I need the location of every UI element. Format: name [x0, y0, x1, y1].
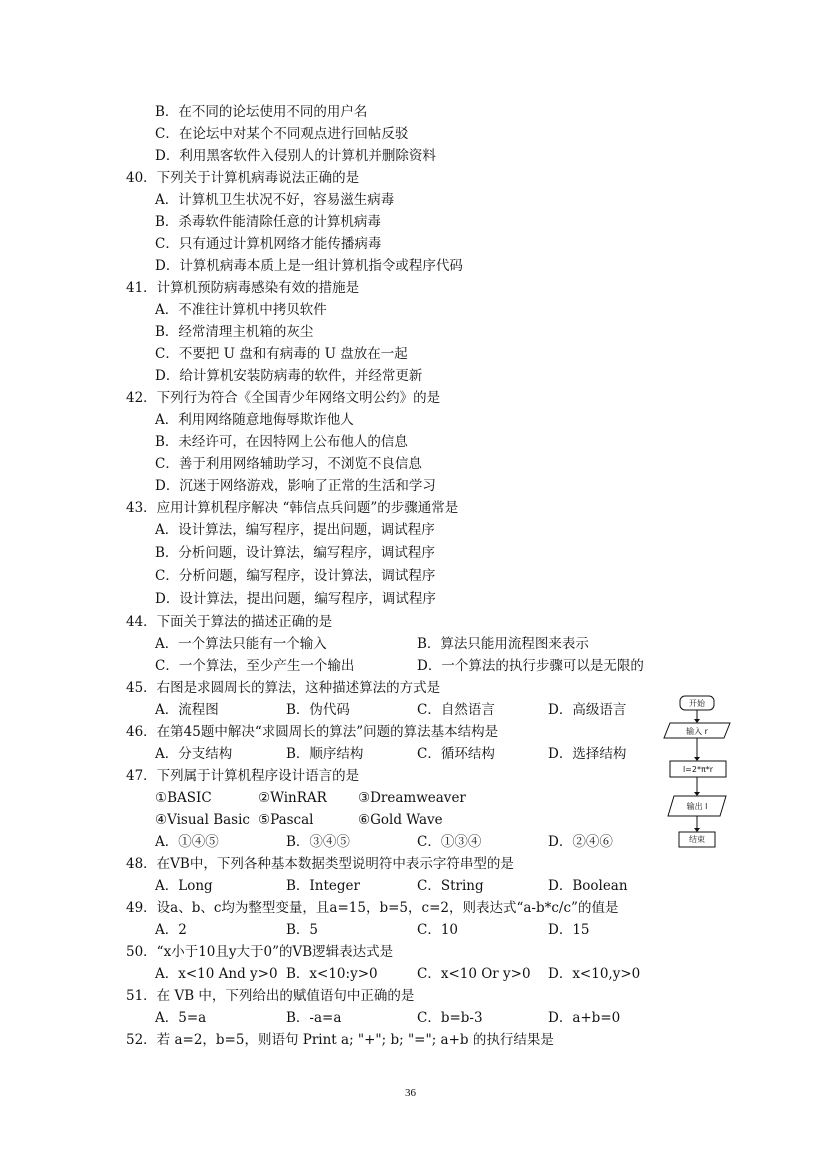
question-47-item-4: ④Visual Basic: [155, 812, 250, 828]
question-47-item-1: ①BASIC: [155, 790, 212, 806]
question-51-stem: 51．在 VB 中，下列给出的赋值语句中正确的是: [126, 988, 415, 1004]
question-48-stem: 48．在VB中，下列各种基本数据类型说明符中表示字符串型的是: [126, 856, 514, 872]
question-43-option-b: B．分析问题，设计算法，编写程序，调试程序: [155, 545, 435, 561]
question-41-option-d: D．给计算机安装防病毒的软件，并经常更新: [155, 368, 423, 384]
flowchart-process-label: l=2*π*r: [682, 765, 714, 774]
question-51-option-a: A．5=a: [155, 1010, 207, 1026]
prev-option-b: B．在不同的论坛使用不同的用户名: [155, 104, 368, 120]
question-40-stem: 40．下列关于计算机病毒说法正确的是: [126, 170, 360, 186]
question-48-option-d: D．Boolean: [548, 878, 628, 894]
question-41-option-c: C．不要把 U 盘和有病毒的 U 盘放在一起: [155, 346, 408, 362]
question-46-option-a: A．分支结构: [155, 746, 233, 762]
question-42-option-d: D．沉迷于网络游戏，影响了正常的生活和学习: [155, 478, 436, 494]
question-49-stem: 49．设a、b、c均为整型变量，且a=15，b=5，c=2，则表达式“a-b*c/c”的值是: [126, 900, 619, 916]
question-47-option-d: D．②④⑥: [548, 834, 613, 850]
question-40-option-d: D．计算机病毒本质上是一组计算机指令或程序代码: [155, 258, 463, 274]
question-51-option-b: B．-a=a: [286, 1010, 342, 1026]
question-46-option-d: D．选择结构: [548, 746, 627, 762]
question-44-option-a: A．一个算法只能有一个输入: [155, 636, 327, 652]
question-43-option-d: D．设计算法，提出问题，编写程序，调试程序: [155, 591, 436, 607]
question-52-stem: 52．若 a=2，b=5，则语句 Print a; "+"; b; "="; a+b 的执行结果是: [126, 1032, 554, 1048]
question-49-option-d: D．15: [548, 922, 590, 938]
question-46-stem: 46．在第45题中解决“求圆周长的算法”问题的算法基本结构是: [126, 724, 499, 740]
question-50-stem: 50．“x小于10且y大于0”的VB逻辑表达式是: [126, 944, 394, 960]
question-47-item-6: ⑥Gold Wave: [358, 812, 443, 828]
question-42-option-b: B．未经许可，在因特网上公布他人的信息: [155, 434, 408, 450]
flowchart-input-label: 输入 r: [686, 727, 708, 736]
question-46-option-b: B．顺序结构: [286, 746, 364, 762]
question-47-option-b: B．③④⑤: [286, 834, 350, 850]
question-41-stem: 41．计算机预防病毒感染有效的措施是: [126, 280, 360, 296]
question-47-stem: 47．下列属于计算机程序设计语言的是: [126, 768, 360, 784]
question-46-option-c: C．循环结构: [417, 746, 495, 762]
question-49-option-a: A．2: [155, 922, 187, 938]
prev-option-c: C．在论坛中对某个不同观点进行回帖反驳: [155, 126, 409, 142]
flowchart-figure: [660, 694, 738, 854]
question-42-option-a: A．利用网络随意地侮辱欺诈他人: [155, 412, 354, 428]
question-44-stem: 44．下面关于算法的描述正确的是: [126, 614, 333, 630]
question-47-item-5: ⑤Pascal: [258, 812, 314, 828]
question-49-option-b: B．5: [286, 922, 319, 938]
question-47-item-3: ③Dreamweaver: [358, 790, 466, 806]
question-47-option-a: A．①④⑤: [155, 834, 219, 850]
question-45-stem: 45．右图是求圆周长的算法，这种描述算法的方式是: [126, 680, 441, 696]
question-50-option-d: D．x<10,y>0: [548, 966, 641, 982]
question-47-item-2: ②WinRAR: [258, 790, 327, 806]
question-45-option-c: C．自然语言: [417, 702, 495, 718]
question-47-option-c: C．①③④: [417, 834, 482, 850]
question-42-option-c: C．善于利用网络辅助学习，不浏览不良信息: [155, 456, 422, 472]
prev-option-d: D．利用黑客软件入侵别人的计算机并删除资料: [155, 148, 436, 164]
question-48-option-c: C．String: [417, 878, 484, 894]
question-45-option-d: D．高级语言: [548, 702, 627, 718]
question-43-option-a: A．设计算法，编写程序，提出问题，调试程序: [155, 522, 435, 538]
flowchart-start-label: 开始: [689, 699, 705, 708]
question-48-option-b: B．Integer: [286, 878, 360, 894]
question-40-option-c: C．只有通过计算机网络才能传播病毒: [155, 236, 382, 252]
question-44-option-d: D．一个算法的执行步骤可以是无限的: [417, 658, 644, 674]
question-50-option-a: A．x<10 And y>0: [155, 966, 278, 982]
question-44-option-b: B．算法只能用流程图来表示: [417, 636, 589, 652]
question-44-option-c: C．一个算法，至少产生一个输出: [155, 658, 355, 674]
page-number: 36: [405, 1087, 416, 1099]
question-49-option-c: C．10: [417, 922, 459, 938]
question-45-option-b: B．伪代码: [286, 702, 350, 718]
question-42-stem: 42．下列行为符合《全国青少年网络文明公约》的是: [126, 390, 441, 406]
question-41-option-b: B．经常清理主机箱的灰尘: [155, 324, 314, 340]
question-43-option-c: C．分析问题，编写程序，设计算法，调试程序: [155, 568, 436, 584]
question-48-option-a: A．Long: [155, 878, 213, 894]
question-51-option-d: D．a+b=0: [548, 1010, 621, 1026]
question-40-option-a: A．计算机卫生状况不好，容易滋生病毒: [155, 192, 395, 208]
question-51-option-c: C．b=b-3: [417, 1010, 483, 1026]
question-45-option-a: A．流程图: [155, 702, 219, 718]
flowchart-output-label: 输出 l: [686, 802, 708, 811]
flowchart-end-label: 结束: [689, 835, 705, 844]
question-40-option-b: B．杀毒软件能清除任意的计算机病毒: [155, 214, 381, 230]
question-50-option-c: C．x<10 Or y>0: [417, 966, 531, 982]
question-50-option-b: B．x<10:y>0: [286, 966, 378, 982]
question-43-stem: 43．应用计算机程序解决 “韩信点兵问题”的步骤通常是: [126, 500, 459, 516]
question-41-option-a: A．不准往计算机中拷贝软件: [155, 302, 327, 318]
